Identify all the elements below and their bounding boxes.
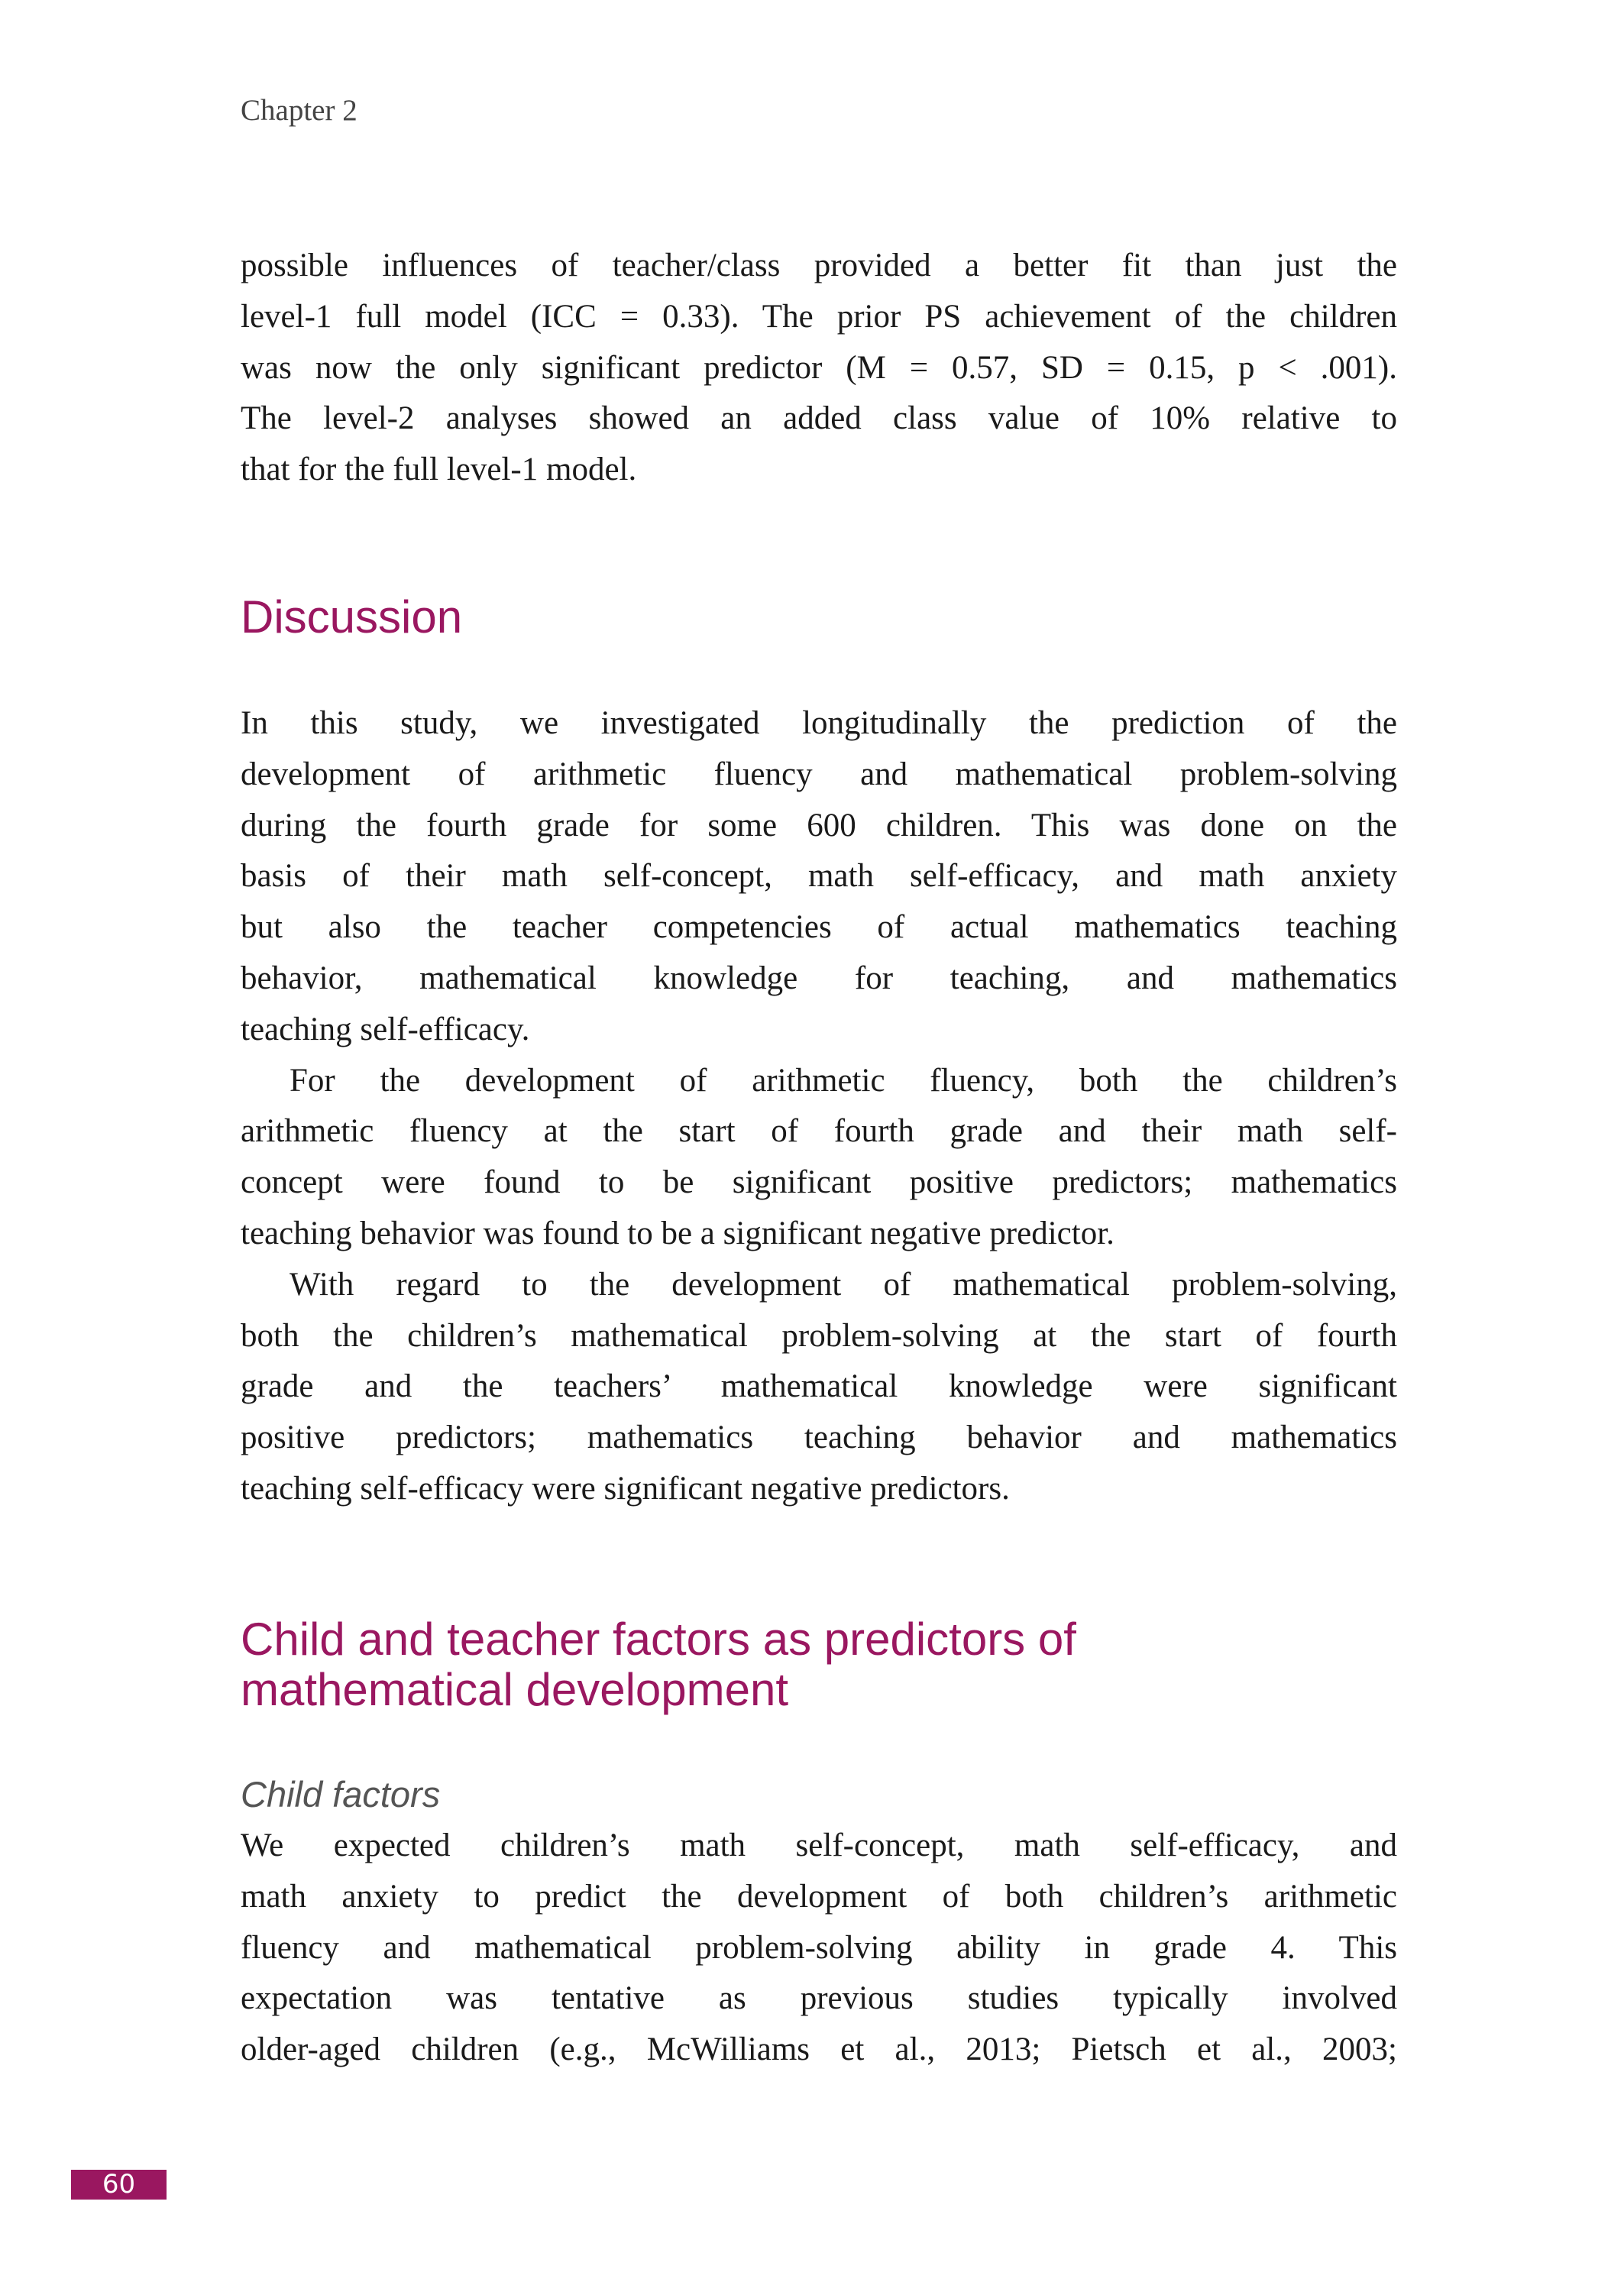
paragraph-discussion bbox=[241, 698, 1397, 1515]
text-line: that for the full level-1 model. bbox=[241, 452, 637, 488]
text-line: concept were found to be significant positive predictors; mathematics bbox=[241, 1164, 1397, 1201]
text-line: basis of their math self-concept, math self-efficacy, and math anxiety bbox=[241, 858, 1397, 895]
discussion-heading: Discussion bbox=[241, 591, 463, 643]
text-line: teaching behavior was found to be a significant negative predictor. bbox=[241, 1215, 1114, 1251]
text-line: positive predictors; mathematics teaching behavior and mathematics bbox=[241, 1420, 1397, 1456]
subheading-child-factors: Child factors bbox=[241, 1774, 441, 1814]
page-number: 60 bbox=[71, 2170, 167, 2200]
text-line: teaching self-efficacy. bbox=[241, 1011, 530, 1047]
text-line: level-1 full model (ICC = 0.33). The prior PS achievement of the children bbox=[241, 298, 1397, 335]
text-line: both the children’s mathematical problem-solving at the start of fourth bbox=[241, 1317, 1397, 1354]
text-line: The level-2 analyses showed an added class value of 10% relative to bbox=[241, 400, 1397, 437]
text-line: In this study, we investigated longitudinally the prediction of the bbox=[241, 705, 1397, 741]
section-heading-line: Child and teacher factors as predictors of bbox=[241, 1614, 1076, 1665]
text-line: but also the teacher competencies of actual mathematics teaching bbox=[241, 909, 1397, 946]
text-line: fluency and mathematical problem-solving ability in grade 4. This bbox=[241, 1929, 1397, 1966]
text-line: development of arithmetic fluency and mathematical problem-solving bbox=[241, 756, 1397, 792]
text-line: behavior, mathematical knowledge for teaching, and mathematics bbox=[241, 960, 1397, 996]
text-line: With regard to the development of mathematical problem-solving, bbox=[290, 1266, 1397, 1303]
section-heading-line: mathematical development bbox=[241, 1664, 789, 1715]
text-line: grade and the teachers’ mathematical knowledge were significant bbox=[241, 1368, 1397, 1405]
text-line: during the fourth grade for some 600 children. This was done on the bbox=[241, 807, 1397, 843]
paragraph-results bbox=[241, 241, 1397, 496]
paragraph-child-factors bbox=[241, 1821, 1397, 2076]
text-line: We expected children’s math self-concept, math self-efficacy, and bbox=[241, 1827, 1397, 1863]
text-line: For the development of arithmetic fluency, both the children’s bbox=[290, 1062, 1397, 1099]
text-line: was now the only significant predictor (M = 0.57, SD = 0.15, p < .001). bbox=[241, 349, 1397, 386]
text-line: possible influences of teacher/class provided a better fit than just the bbox=[241, 248, 1397, 283]
text-line: teaching self-efficacy were significant negative predictors. bbox=[241, 1470, 1010, 1507]
section-heading bbox=[241, 1614, 1076, 1715]
text-line: older-aged children (e.g., McWilliams et al., 2013; Pietsch et al., 2003; bbox=[241, 2031, 1397, 2068]
running-head: Chapter 2 bbox=[241, 94, 357, 127]
text-line: arithmetic fluency at the start of fourth grade and their math self- bbox=[241, 1113, 1397, 1150]
text-line: math anxiety to predict the development of both children’s arithmetic bbox=[241, 1878, 1397, 1915]
text-line: expectation was tentative as previous studies typically involved bbox=[241, 1980, 1397, 2017]
